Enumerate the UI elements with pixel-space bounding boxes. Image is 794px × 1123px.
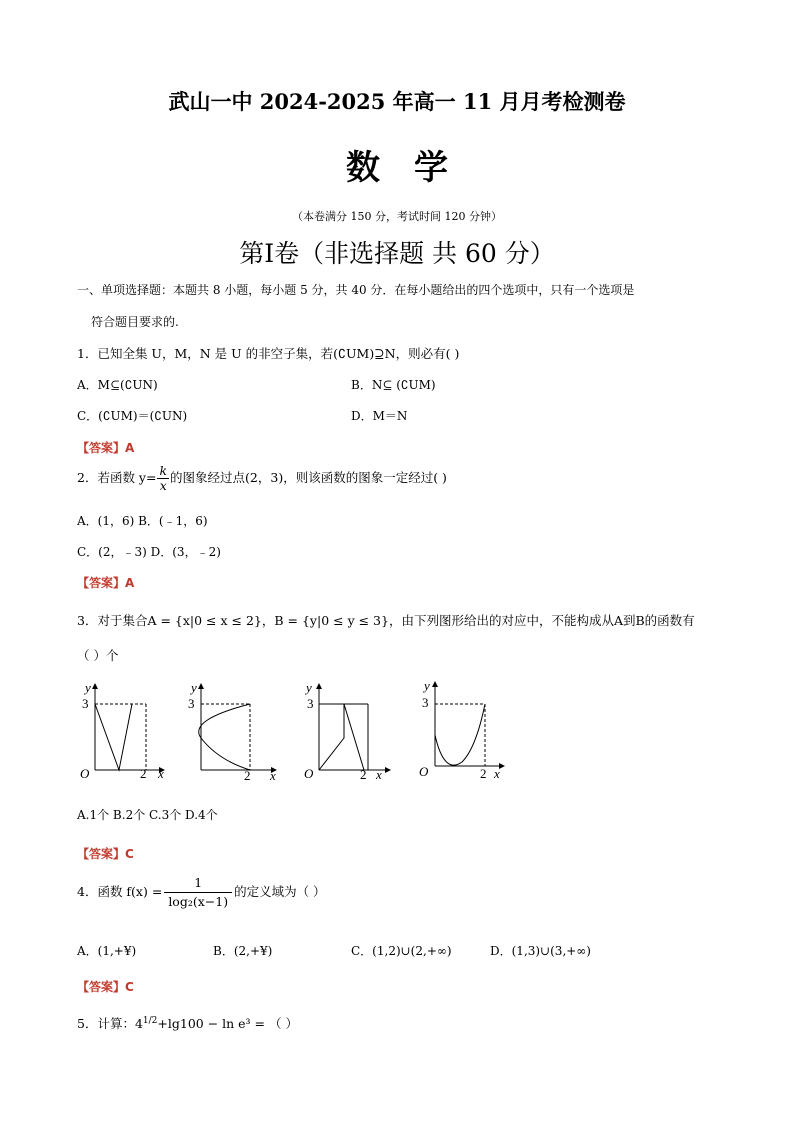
q4-option-b: B．(2,+¥) [213,944,273,958]
graph-2-2-label: 2 [244,768,251,783]
graph-2-x-label: x [270,768,276,783]
q5-rest: +lg100 − ln e³ = （ ） [157,1016,298,1031]
q1-option-c: C．(∁UM)＝(∁UN) [77,409,188,423]
q4-stem [77,874,326,911]
q1-answer: 【答案】A [77,441,135,455]
q3-graphs [74,680,514,790]
graph-4-2-label: 2 [480,766,487,781]
q2-fraction-den: x [159,478,167,493]
graph-4-3-label: 3 [422,695,429,710]
q5-stem [77,1014,298,1032]
exam-note: （本卷满分 150 分，考试时间 120 分钟） [292,210,502,223]
q5-base: 4 [134,1016,143,1031]
q1-option-d: D．M＝N [351,409,408,423]
q3-answer: 【答案】C [77,847,134,861]
graph-4 [419,680,502,781]
q4-option-a: A．(1,+¥) [77,944,137,958]
graph-4-y-label: y [424,680,430,693]
q2-suffix: 的图象经过点(2，3)，则该函数的图象一定经过( ) [170,470,447,485]
q2-options-cd: C．(2，﹣3) D．(3，﹣2) [77,545,221,559]
q2-fraction-num: k [159,463,168,478]
q3-options: A.1个 B.2个 C.3个 D.4个 [77,808,218,822]
graph-4-o-label: O [419,764,429,779]
exam-title: 武山一中 2024-2025 年高一 11 月月考检测卷 [168,89,626,114]
graph-3 [304,680,388,782]
graph-3-y-label: y [306,680,312,695]
q4-fraction [164,874,232,911]
subject-title: 数学 [346,148,482,188]
q1-stem: 1．已知全集 U，M，N 是 U 的非空子集，若(∁UM)⊇N，则必有( ) [77,346,460,361]
graph-3-2-label: 2 [360,767,367,782]
graph-2-3-label: 3 [188,696,195,711]
q3-stem: 3．对于集合A = {x|0 ≤ x ≤ 2}，B = {y|0 ≤ y ≤ 3}，由下列图形给出的对应中，不能构成从A到B的函数有 [77,613,695,628]
graph-1-y-label: y [85,680,91,695]
section-instruction: 一、单项选择题：本题共 8 小题，每小题 5 分，共 40 分．在每小题给出的四个选项中，只有一个选项是 [77,283,635,297]
q5-prefix: 5．计算： [77,1016,135,1031]
graph-1-o-label: O [80,766,90,781]
q4-fraction-num: 1 [164,874,232,893]
graph-3-3-label: 3 [307,696,314,711]
q2-answer: 【答案】A [77,576,135,590]
q2-stem [77,464,447,493]
q1-option-a: A．M⊆(∁UN) [77,378,158,392]
graph-1-2-label: 2 [140,766,147,781]
q4-option-c: C．(1,2)∪(2,+∞) [351,944,452,958]
q1-option-b: B．N⊆ (∁UM) [351,378,436,392]
graph-3-x-label: x [376,767,382,782]
q4-option-d: D．(1,3)∪(3,+∞) [490,944,591,958]
q3-stem-2: （ ）个 [77,648,119,663]
q4-answer: 【答案】C [77,980,134,994]
q2-options-ab: A．(1，6) B．(﹣1，6) [77,514,208,528]
graph-2-y-label: y [191,680,197,695]
q5-exponent: 1/2 [142,1015,158,1026]
graph-1-x-label: x [158,766,164,781]
q4-fraction-den: log₂(x−1) [168,894,229,909]
q2-fraction [157,464,169,493]
q4-prefix: 4．函数 f(x) = [77,884,163,899]
section-instruction-2: 符合题目要求的. [91,315,179,329]
graph-1 [80,680,164,781]
graph-1-3-label: 3 [82,696,89,711]
graph-4-x-label: x [494,766,500,781]
q2-prefix: 2．若函数 y= [77,470,157,485]
part-title: 第Ⅰ卷（非选择题 共 60 分） [239,239,555,268]
q4-suffix: 的定义域为（ ） [234,884,326,899]
graph-2 [188,680,276,783]
graph-3-o-label: O [304,766,314,781]
